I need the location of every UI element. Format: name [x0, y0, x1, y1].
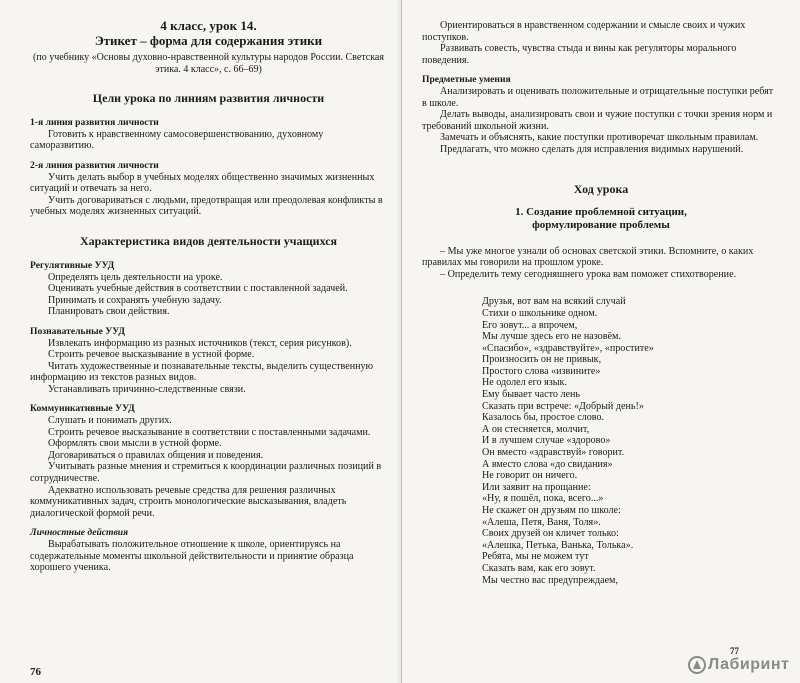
lesson-number-title: 4 класс, урок 14. — [160, 18, 257, 33]
poem-line: Своих друзей он кличет только: — [482, 528, 619, 540]
regulative-item: Определять цель деятельности на уроке. — [48, 271, 223, 283]
line2-title: 2-я линия развития личности — [30, 159, 159, 171]
subject-item: Анализировать и оценивать положительные и отрицательные поступки ребят в школе. — [422, 85, 774, 109]
labirint-watermark — [688, 656, 789, 674]
regulative-title: Регулятивные УУД — [30, 259, 115, 271]
poem-line: Ему бывает часто лень — [482, 389, 580, 401]
goals-title: Цели урока по линиям развития личности — [92, 91, 325, 106]
dialogue-line: – Мы уже многое узнали об основах светской этики. Вспомните, о каких правилах мы говорили на прошлом уроке. — [422, 245, 754, 269]
poem-line: А он стесняется, молчит, — [482, 423, 590, 435]
watermark-text: Лабиринт — [708, 656, 790, 674]
top-item: Ориентироваться в нравственном содержании и смысле своих и чужих поступков. — [422, 20, 746, 43]
communicative-item: Оформлять свои мысли в устной форме. — [48, 438, 222, 450]
cognitive-item: Строить речевое высказывание в устной форме. — [48, 349, 255, 361]
line1-title: 1-я линия развития личности — [30, 117, 159, 129]
page-number-right: 77 — [730, 646, 739, 656]
poem-line: Или заявит на прощание: — [482, 481, 591, 493]
cognitive-item: Читать художественные и познавательные тексты, выделить существенную информацию из текстов разных видов. — [30, 360, 374, 384]
poem-line: Он вместо «здравствуй» говорит. — [482, 447, 625, 459]
regulative-item: Принимать и сохранять учебную задачу. — [48, 294, 222, 306]
subject-item: Замечать и объяснять, какие поступки противоречат школьным правилам. — [440, 132, 759, 144]
personal-title: Личностные действия — [30, 527, 129, 539]
communicative-item: Адекватно использовать речевые средства для решения различных коммуникативных задач, строить монологические высказывания, владеть диалогической формой речи. — [30, 484, 347, 519]
poem — [482, 296, 780, 586]
step1-title-line1: 1. Создание проблемной ситуации, — [515, 205, 687, 218]
poem-line: Простого слова «извините» — [482, 365, 601, 377]
activities-title: Характеристика видов деятельности учащихся — [79, 233, 338, 248]
communicative-item: Слушать и понимать других. — [48, 415, 172, 427]
cognitive-item: Извлекать информацию из разных источников (текст, серия рисунков). — [48, 337, 352, 349]
subject-item: Предлагать, что можно сделать для исправления видимых нарушений. — [440, 143, 744, 155]
poem-line: Произносить он не привык, — [482, 354, 602, 366]
communicative-item: Учитывать разные мнения и стремиться к координации различных позиций в сотрудничестве. — [30, 461, 382, 485]
poem-line: Стихи о школьнике одном. — [482, 307, 598, 319]
subject-item: Делать выводы, анализировать свои и чужие поступки с точки зрения норм и требований школьной жизни. — [422, 109, 773, 132]
poem-line: Сказать вам, как его зовут. — [482, 562, 596, 574]
textbook-source: (по учебнику «Основы духовно-нравственной культуры народов России. Светская этика. 4 класс», с. 66–69) — [33, 52, 384, 75]
poem-line: «Алеша, Петя, Ваня, Толя». — [482, 516, 601, 528]
poem-line: Мы лучше здесь его не назовём. — [482, 331, 621, 343]
dialogue-line: – Определить тему сегодняшнего урока вам поможет стихотворение. — [440, 268, 737, 280]
top-item: Развивать совесть, чувства стыда и вины как регуляторы морального поведения. — [422, 43, 737, 66]
poem-line: «Спасибо», «здравствуйте», «простите» — [482, 342, 654, 354]
poem-line: Не одолел его язык. — [482, 377, 567, 389]
poem-line: Мы честно вас предупреждаем, — [482, 574, 618, 586]
communicative-title: Коммуникативные УУД — [30, 403, 135, 415]
line1-text: Готовить к нравственному самосовершенствованию, духовному саморазвитию. — [30, 128, 324, 152]
poem-line: Сказать при встрече: «Добрый день!» — [482, 400, 644, 412]
regulative-item: Оценивать учебные действия в соответствии с поставленной задачей. — [48, 283, 348, 295]
page-number-left: 76 — [30, 666, 41, 678]
poem-line: «Ну, я пошёл, пока, всего...» — [482, 493, 604, 505]
regulative-item: Планировать свои действия. — [48, 306, 170, 318]
poem-line: И в лучшем случае «здорово» — [482, 435, 611, 447]
personal-text: Вырабатывать положительное отношение к школе, ориентируясь на содержательные моменты школьной действительности и принятие образца хорошего ученика. — [30, 539, 354, 574]
poem-line: Друзья, вот вам на всякий случай — [482, 296, 626, 308]
line2-text-2: Учить договариваться с людьми, предотвращая или преодолевая конфликты в учебных моделях жизненных ситуаций. — [30, 194, 383, 218]
poem-line: Не скажет он друзьям по школе: — [482, 505, 621, 516]
poem-line: А вместо слова «до свидания» — [482, 458, 613, 470]
labirint-logo-icon — [688, 656, 706, 674]
poem-line: Ребята, мы не можем тут — [482, 551, 589, 563]
poem-line: Казалось бы, простое слово. — [482, 412, 605, 424]
poem-line: «Алешка, Петька, Ванька, Толька». — [482, 539, 634, 551]
lesson-progress-title: Ход урока — [573, 181, 629, 196]
lesson-topic-title: Этикет – форма для содержания этики — [94, 33, 323, 48]
cognitive-title: Познавательные УУД — [30, 325, 125, 337]
communicative-item: Строить речевое высказывание в соответствии с поставленными задачами. — [48, 426, 371, 438]
line2-text-1: Учить делать выбор в учебных моделях общественно значимых жизненных ситуаций и отвечать за него. — [30, 171, 375, 195]
subject-skills-title: Предметные умения — [422, 74, 511, 86]
poem-line: Не говорит он ничего. — [482, 470, 578, 482]
communicative-item: Договариваться о правилах общения и поведения. — [48, 449, 264, 461]
cognitive-item: Устанавливать причинно-следственные связи. — [48, 383, 246, 395]
step1-title-line2: формулирование проблемы — [532, 218, 670, 231]
right-page — [402, 0, 800, 683]
poem-line: Его зовут... а впрочем, — [482, 319, 578, 331]
